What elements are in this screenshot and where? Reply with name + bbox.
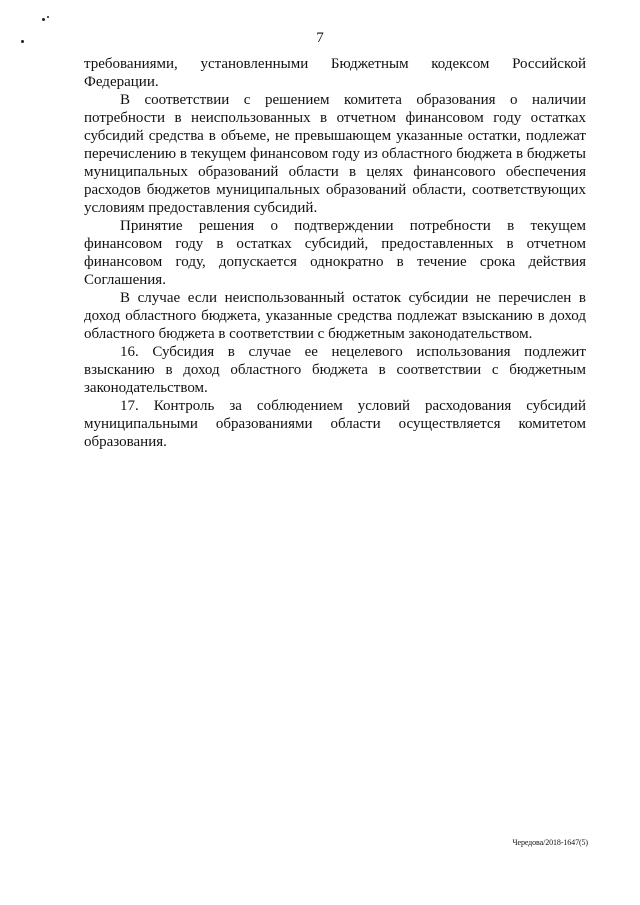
paragraph-remaining-balance: В соответствии с решением комитета образования о наличии потребности в неиспользованных в отчетном финансовом году остатках субсидий средства в объеме, не превышающем указанные остатки, подлежат перечислению в текущем финансовом году из областного бюджета в бюджеты муниципальных образований области в целях финансового обеспечения расходов бюджетов муниципальных образований области, соответствующих условиям предоставления субсидий. — [84, 92, 586, 216]
paragraph-item-17: 17. Контроль за соблюдением условий расходования субсидий муниципальными образованиями области осуществляется комитетом образования. — [84, 398, 586, 450]
paragraph-unspent-recovery: В случае если неиспользованный остаток субсидии не перечислен в доход областного бюджета, указанные средства подлежат взысканию в доход областного бюджета в соответствии с бюджетным законодательством. — [84, 290, 586, 342]
paragraph-confirmation-decision: Принятие решения о подтверждении потребности в текущем финансовом году в остатках субсидий, предоставленных в отчетном финансовом году, допускается однократно в течение срока действия Соглашения. — [84, 218, 586, 288]
footer-reference: Чередова/2018-1647(5) — [512, 838, 588, 847]
paragraph-continuation: требованиями, установленными Бюджетным кодексом Российской Федерации. — [84, 56, 586, 90]
paragraph-item-16: 16. Субсидия в случае ее нецелевого использования подлежит взысканию в доход областного бюджета в соответствии с бюджетным законодательством. — [84, 344, 586, 396]
scan-speck — [42, 18, 45, 21]
scan-speck — [47, 16, 49, 18]
document-body — [84, 55, 586, 451]
page-number: 7 — [316, 30, 324, 46]
